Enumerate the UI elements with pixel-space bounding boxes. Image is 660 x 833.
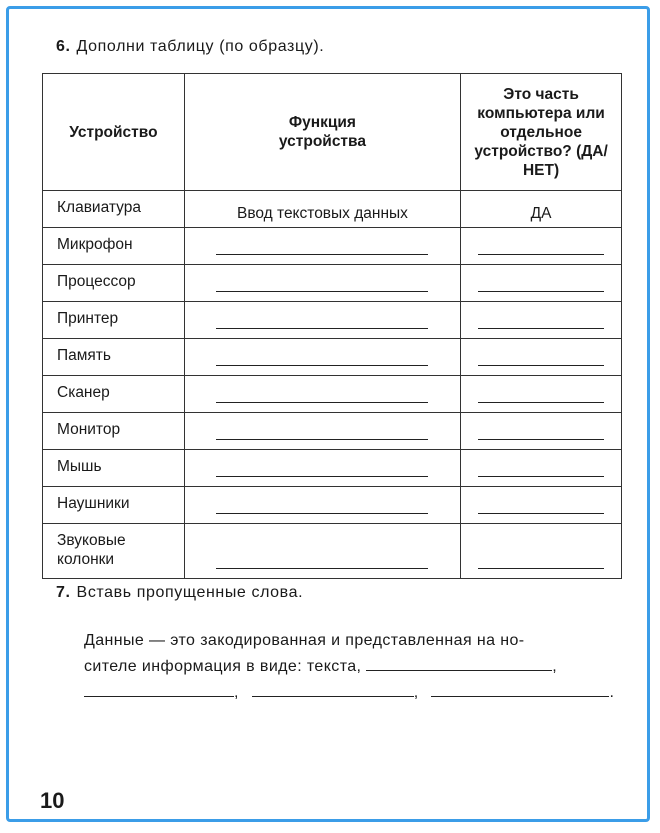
comma-1: , [552,658,558,675]
function-blank[interactable] [216,401,428,403]
function-example: Ввод текстовых данных [236,205,408,222]
answer-cell [461,376,622,413]
task-7-title [56,584,303,602]
blank-2[interactable] [84,680,234,697]
device-cell-text: Звуковые колонки [57,531,126,568]
answer-blank[interactable] [478,327,604,329]
devices-table [42,73,622,579]
blank-3[interactable] [252,680,414,697]
answer-cell [461,413,622,450]
answer-blank[interactable] [478,401,604,403]
function-blank[interactable] [216,475,428,477]
paragraph-line-1: Данные — это закодированная и представленная на но- [84,632,525,649]
period: . [609,684,615,701]
table-row [43,339,622,376]
blank-4[interactable] [431,680,609,697]
function-blank[interactable] [216,512,428,514]
function-blank[interactable] [216,253,428,255]
function-blank[interactable] [216,438,428,440]
header-device: Устройство [43,74,185,191]
paragraph-line-2-text: сителе информация в виде: текста, [84,658,362,675]
function-cell [184,413,460,450]
answer-blank[interactable] [478,512,604,514]
blank-1[interactable] [366,654,552,671]
table-row [43,413,622,450]
table-row [43,191,622,228]
answer-cell [461,450,622,487]
answer-blank[interactable] [478,364,604,366]
device-cell: Принтер [43,302,185,339]
answer-cell [461,265,622,302]
answer-blank[interactable] [478,475,604,477]
answer-cell [461,191,622,228]
device-cell: Память [43,339,185,376]
function-cell [184,302,460,339]
paragraph-line-3 [84,680,624,706]
device-cell: Процессор [43,265,185,302]
function-cell [184,191,460,228]
function-cell [184,228,460,265]
device-cell: Наушники [43,487,185,524]
answer-cell [461,524,622,579]
header-function-text: Функция устройства [278,114,366,150]
answer-blank[interactable] [478,290,604,292]
device-cell: Монитор [43,413,185,450]
device-cell [43,524,185,579]
function-cell [184,265,460,302]
function-blank[interactable] [216,567,428,569]
table-header-row [43,74,622,191]
task-6-text: Дополни таблицу (по образцу). [76,38,325,55]
task-6-number: 6. [56,38,71,55]
device-cell: Мышь [43,450,185,487]
task-7-text: Вставь пропущенные слова. [76,584,304,601]
function-cell [184,487,460,524]
comma-2: , [234,684,239,701]
table-row [43,228,622,265]
function-cell [184,339,460,376]
function-blank[interactable] [216,364,428,366]
answer-cell [461,302,622,339]
answer-blank[interactable] [478,253,604,255]
comma-3: , [413,684,419,701]
table-row [43,302,622,339]
answer-cell [461,228,622,265]
device-cell: Микрофон [43,228,185,265]
header-part-text: Это часть компьютера или отдельное устройство? (ДА/НЕТ) [474,85,608,179]
paragraph-line-2 [84,654,624,680]
task-7-number: 7. [56,584,71,601]
table-row [43,265,622,302]
device-cell: Клавиатура [43,191,185,228]
table-row [43,450,622,487]
header-part [461,74,622,191]
table-row [43,524,622,579]
task-6-title [56,38,324,56]
device-cell: Сканер [43,376,185,413]
answer-example: ДА [530,205,552,222]
function-cell [184,450,460,487]
function-blank[interactable] [216,290,428,292]
table-row [43,376,622,413]
header-function [184,74,460,191]
answer-blank[interactable] [478,438,604,440]
table-row [43,487,622,524]
function-cell [184,524,460,579]
answer-cell [461,487,622,524]
fill-in-paragraph [84,628,624,706]
answer-blank[interactable] [478,567,604,569]
function-blank[interactable] [216,327,428,329]
function-cell [184,376,460,413]
answer-cell [461,339,622,376]
page-number: 10 [40,788,65,813]
